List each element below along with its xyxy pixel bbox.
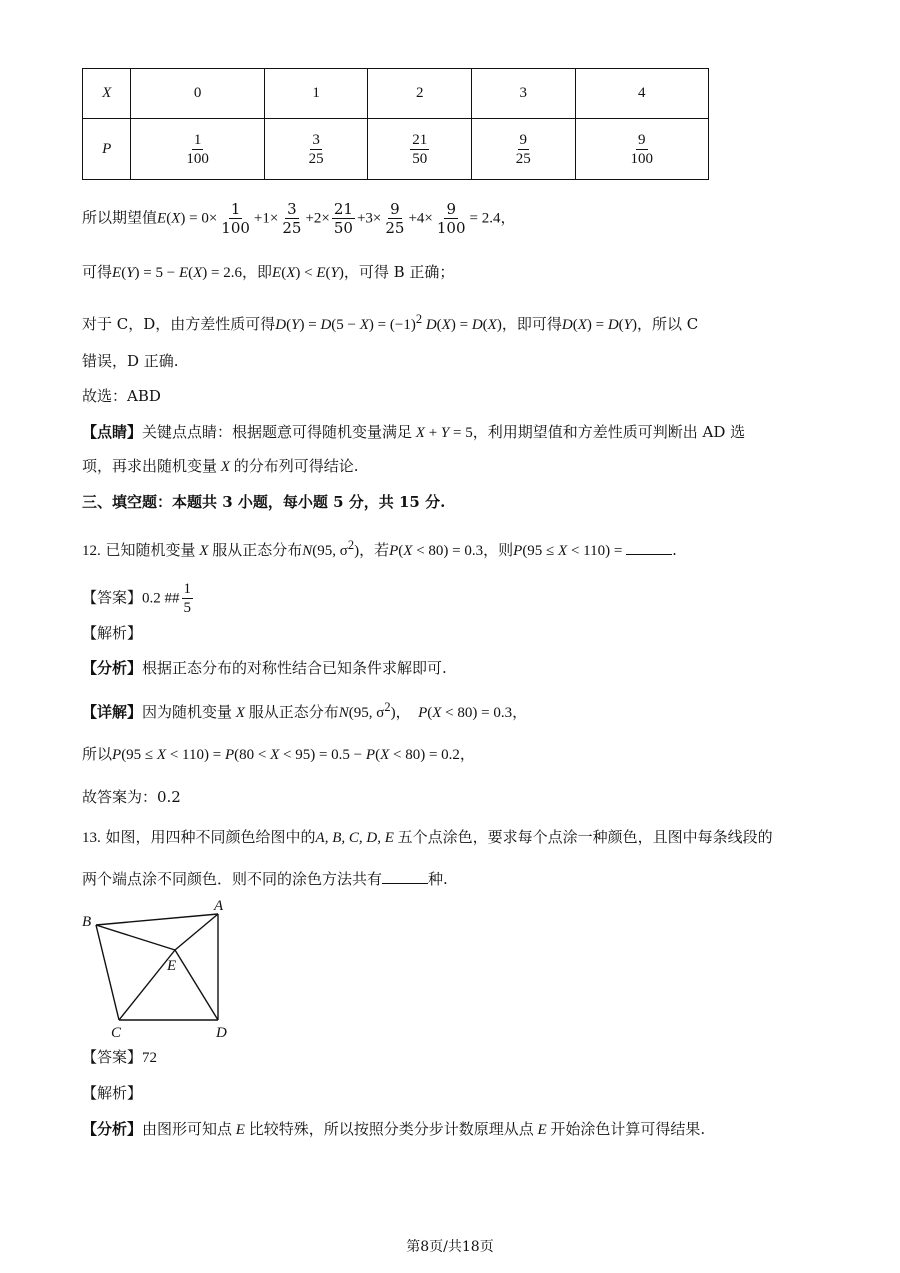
label-d: D — [216, 1025, 227, 1041]
table-cell-p: $\frac{21}{50}$ — [368, 119, 472, 180]
dianjing-line-2: 项，再求出随机变量 X 的分布列可得结论. — [82, 457, 359, 475]
section-heading: 三、填空题：本题共 3 小题，每小题 5 分，共 15 分. — [82, 493, 446, 511]
expectation-line: 所以期望值E(X) = 0× $\frac{1}{100}$ +1× $\frac{3}{25}$ +2× $\frac{21}{50}$ +3× $\frac{9}{25}$ +4× $\frac{9}{100}$ = 2.4， — [82, 200, 516, 237]
table-cell-x: 4 — [575, 69, 708, 119]
dianjing-line-1: 【点睛】关键点点睛：根据题意可得随机变量满足 X + Y = 5，利用期望值和方差性质可判断出 AD 选 — [82, 423, 746, 441]
edge-de — [175, 950, 218, 1020]
answer-blank — [626, 540, 672, 555]
q12-final: 故答案为：0.2 — [82, 788, 181, 806]
q12-stem: 12. 已知随机变量 X 服从正态分布N(95, $\sigma^2$)，若P(X < 80) = 0.3，则P(95 ≤ X < 110) = . — [82, 538, 677, 559]
label-a: A — [214, 898, 224, 914]
q13-stem-2: 两个端点涂不同颜色．则不同的涂色方法共有 种. — [82, 870, 448, 888]
table-cell-x: 3 — [471, 69, 575, 119]
label-c: C — [111, 1025, 122, 1041]
table-cell-p: $\frac{9}{100}$ — [575, 119, 708, 180]
q13-answer: 【答案】72 — [82, 1048, 158, 1066]
q13-figure — [78, 895, 248, 1043]
distribution-table — [82, 68, 709, 180]
table-cell-x: 2 — [368, 69, 472, 119]
edge-bc — [96, 925, 119, 1020]
variance-line-cont: 错误，D 正确. — [82, 352, 179, 370]
q12-answer: 【答案】0.2 ## $\frac{1}{5}$ — [82, 581, 192, 616]
label-e: E — [167, 958, 177, 974]
table-cell-p: $\frac{1}{100}$ — [131, 119, 264, 180]
edge-be — [96, 925, 175, 950]
table-cell-x: 0 — [131, 69, 264, 119]
table-cell-p: $\frac{9}{25}$ — [471, 119, 575, 180]
table-cell-p: $\frac{3}{25}$ — [264, 119, 368, 180]
q12-fenxi: 【分析】根据正态分布的对称性结合已知条件求解即可. — [82, 659, 447, 677]
variance-line: 对于 C，D，由方差性质可得$D(Y) = D(5 - X) = (-1)^2$ D(X) = D(X)，即可得D(X) = D(Y)，所以 C — [82, 312, 699, 333]
table-cell-x: 1 — [264, 69, 368, 119]
q13-fenxi: 【分析】由图形可知点 E 比较特殊，所以按照分类分步计数原理从点 E 开始涂色计算可得结果. — [82, 1120, 706, 1138]
ey-line: 可得E(Y) = 5 − E(X) = 2.6，即E(X) < E(Y)，可得 B 正确； — [82, 263, 455, 281]
page-footer: 第8页/共18页 — [406, 1239, 494, 1255]
answer-blank — [382, 869, 428, 884]
q13-stem-1: 13. 如图，用四种不同颜色给图中的A, B, C, D, E 五个点涂色，要求每个点涂一种颜色，且图中每条线段的 — [82, 828, 773, 846]
q12-xiangjie: 【详解】因为随机变量 X 服从正态分布N(95, $\sigma^2$)， P(X < 80) = 0.3， — [82, 700, 528, 721]
edge-ae — [175, 914, 218, 950]
edge-ba — [96, 914, 218, 925]
q12-so-line: 所以P(95 ≤ X < 110) = P(80 < X < 95) = 0.5 − P(X < 80) = 0.2， — [82, 745, 475, 763]
table-header-x: X — [83, 69, 131, 119]
choice-line: 故选：ABD — [82, 387, 161, 405]
table-header-p: P — [83, 119, 131, 180]
label-b: B — [82, 914, 92, 930]
q13-analysis-tag: 【解析】 — [82, 1084, 143, 1102]
q12-analysis-tag: 【解析】 — [82, 624, 143, 642]
